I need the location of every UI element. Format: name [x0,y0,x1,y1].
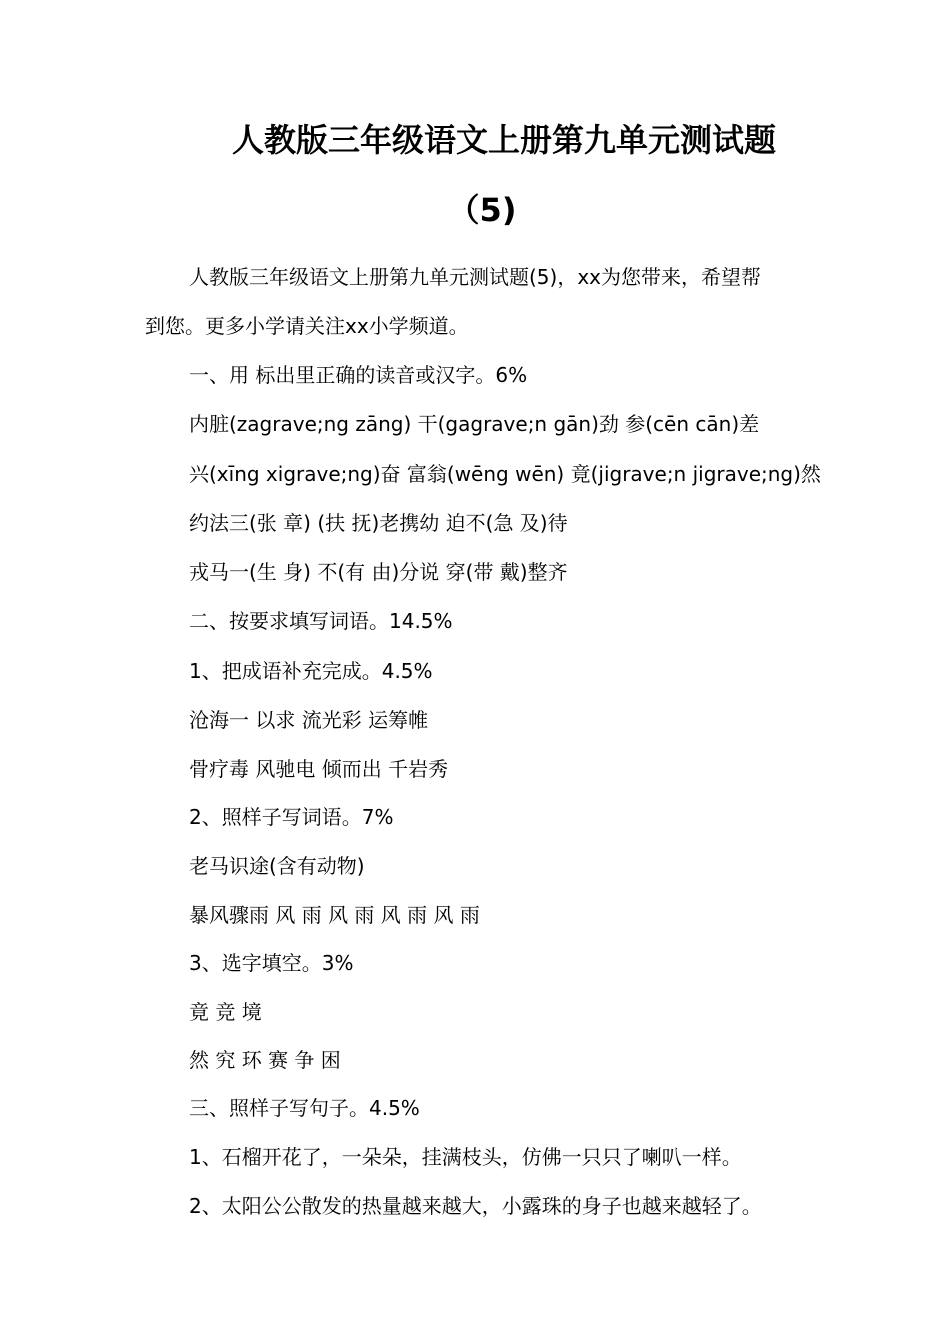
exercise-line: 然 究 环 赛 争 困 [189,1048,341,1072]
exercise-line: 骨疗毒 风驰电 倾而出 千岩秀 [189,757,449,781]
intro-paragraph-line: 人教版三年级语文上册第九单元测试题(5)，xx为您带来，希望帮 [189,265,762,289]
document-title-number: （5) [447,191,517,229]
subsection-heading: 1、把成语补充完成。4.5% [189,659,433,683]
exercise-line: 2、太阳公公散发的热量越来越大，小露珠的身子也越来越轻了。 [189,1194,762,1218]
subsection-heading: 2、照样子写词语。7% [189,805,394,829]
section-heading: 二、按要求填写词语。14.5% [189,609,453,633]
subsection-heading: 3、选字填空。3% [189,951,354,975]
exercise-line: 兴(xīng xigrave;ng)奋 富翁(wēng wēn) 竟(jigrave;n jigrave;ng)然 [189,462,821,486]
exercise-line: 内脏(zagrave;ng zāng) 干(gagrave;n gān)劲 参(cēn cān)差 [189,412,760,436]
exercise-line: 老马识途(含有动物) [189,854,365,878]
section-heading: 三、照样子写句子。4.5% [189,1096,420,1120]
exercise-line: 暴风骤雨 风 雨 风 雨 风 雨 风 雨 [189,903,480,927]
exercise-line: 沧海一 以求 流光彩 运筹帷 [189,708,429,732]
exercise-line: 约法三(张 章) (扶 抚)老携幼 迫不(急 及)待 [189,511,568,535]
intro-paragraph-line: 到您。更多小学请关注xx小学频道。 [145,314,469,338]
exercise-line: 竟 竞 境 [189,1000,262,1024]
section-heading: 一、用 标出里正确的读音或汉字。6% [189,363,528,387]
exercise-line: 1、石榴开花了，一朵朵，挂满枝头，仿佛一只只了喇叭一样。 [189,1145,742,1169]
exercise-line: 戎马一(生 身) 不(有 由)分说 穿(带 戴)整齐 [189,560,568,584]
document-title: 人教版三年级语文上册第九单元测试题 [231,121,776,159]
